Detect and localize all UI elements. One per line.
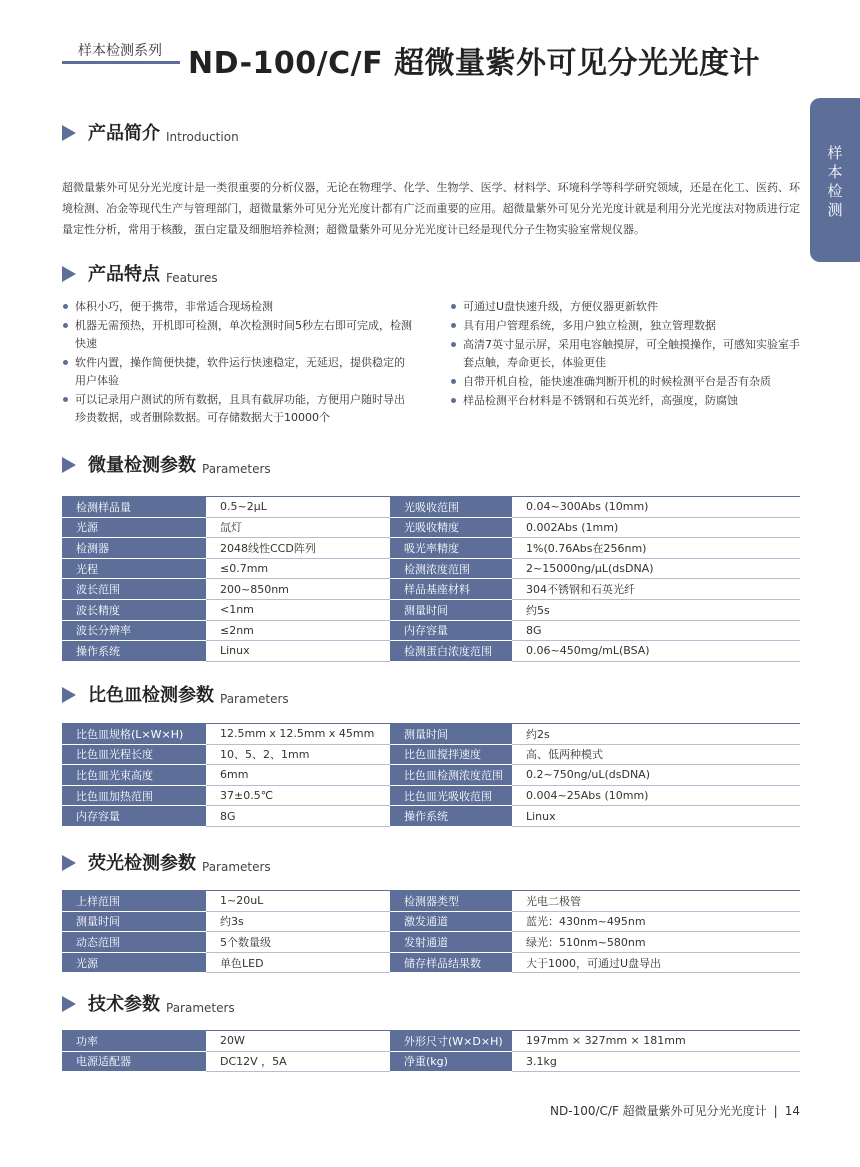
table-row <box>62 599 800 620</box>
param-name-cell: 内存容量 <box>62 806 206 827</box>
param-name-cell: 波长精度 <box>62 599 206 620</box>
series-underline <box>62 61 180 64</box>
param-value-cell: Linux <box>206 641 390 662</box>
param-name-cell: 电源适配器 <box>62 1051 206 1072</box>
section-subtitle: Parameters <box>202 860 271 874</box>
param-value-cell: ≤0.7mm <box>206 558 390 579</box>
param-name-cell: 操作系统 <box>390 806 512 827</box>
param-name-cell: 检测浓度范围 <box>390 558 512 579</box>
section-title: 荧光检测参数 <box>88 853 196 874</box>
page-number: 14 <box>784 1104 800 1118</box>
param-value-cell: 绿光：510nm~580nm <box>512 932 800 953</box>
side-tab-char: 本 <box>827 163 843 181</box>
param-name-cell: 光吸收范围 <box>390 497 512 518</box>
param-name-cell: 比色皿加热范围 <box>62 785 206 806</box>
param-value-cell: 0.004~25Abs (10mm) <box>512 785 800 806</box>
table-row <box>62 579 800 600</box>
triangle-bullet-icon <box>62 125 76 141</box>
feature-item: 样品检测平台材料是不锈钢和石英光纤，高强度，防腐蚀 <box>450 392 800 410</box>
param-value-cell: 200~850nm <box>206 579 390 600</box>
section-subtitle: Parameters <box>202 462 271 476</box>
table-row <box>62 932 800 953</box>
param-value-cell: 约2s <box>512 724 800 745</box>
param-name-cell: 检测器类型 <box>390 891 512 912</box>
param-name-cell: 比色皿搅拌速度 <box>390 744 512 765</box>
param-name-cell: 动态范围 <box>62 932 206 953</box>
feature-item: 高清7英寸显示屏，采用电容触摸屏，可全触摸操作，可感知实验室手套点触，寿命更长，体验更佳 <box>450 336 800 372</box>
table-row <box>62 517 800 538</box>
param-name-cell: 吸光率精度 <box>390 538 512 559</box>
param-value-cell: 37±0.5℃ <box>206 785 390 806</box>
series-label: 样本检测系列 <box>78 43 162 59</box>
param-value-cell: 1%(0.76Abs在256nm) <box>512 538 800 559</box>
param-name-cell: 光源 <box>62 517 206 538</box>
page-title: ND-100/C/F 超微量紫外可见分光光度计 <box>188 46 761 81</box>
features-list-right <box>450 298 800 411</box>
table-row <box>62 785 800 806</box>
triangle-bullet-icon <box>62 855 76 871</box>
param-name-cell: 内存容量 <box>390 620 512 641</box>
param-value-cell: 0.04~300Abs (10mm) <box>512 497 800 518</box>
param-name-cell: 波长分辨率 <box>62 620 206 641</box>
param-value-cell: 12.5mm x 12.5mm x 45mm <box>206 724 390 745</box>
param-name-cell: 测量时间 <box>390 599 512 620</box>
footer-separator: | <box>773 1104 778 1118</box>
triangle-bullet-icon <box>62 457 76 473</box>
param-value-cell: 0.06~450mg/mL(BSA) <box>512 641 800 662</box>
features-list-left <box>62 298 412 428</box>
param-value-cell: 20W <box>206 1031 390 1052</box>
triangle-bullet-icon <box>62 687 76 703</box>
param-name-cell: 比色皿光吸收范围 <box>390 785 512 806</box>
param-name-cell: 检测蛋白浓度范围 <box>390 641 512 662</box>
param-name-cell: 操作系统 <box>62 641 206 662</box>
param-value-cell: 大于1000，可通过U盘导出 <box>512 952 800 973</box>
param-value-cell: 约3s <box>206 911 390 932</box>
param-name-cell: 光源 <box>62 952 206 973</box>
param-value-cell: 304不锈钢和石英光纤 <box>512 579 800 600</box>
section-heading-features <box>62 259 218 287</box>
param-value-cell: 蓝光：430nm~495nm <box>512 911 800 932</box>
param-name-cell: 净重(kg) <box>390 1051 512 1072</box>
param-name-cell: 外形尺寸(W×D×H) <box>390 1031 512 1052</box>
section-heading-intro <box>62 118 239 146</box>
param-name-cell: 光吸收精度 <box>390 517 512 538</box>
param-value-cell: 0.002Abs (1mm) <box>512 517 800 538</box>
section-heading-micro <box>62 450 271 478</box>
table-row <box>62 641 800 662</box>
section-subtitle: Features <box>166 271 218 285</box>
feature-item: 自带开机自检，能快速准确判断开机的时候检测平台是否有杂质 <box>450 373 800 391</box>
param-value-cell: 8G <box>512 620 800 641</box>
section-title: 微量检测参数 <box>88 455 196 476</box>
feature-item: 软件内置，操作简便快捷，软件运行快速稳定，无延迟，提供稳定的用户体验 <box>62 354 412 390</box>
param-name-cell: 测量时间 <box>62 911 206 932</box>
micro-params-table <box>62 496 800 662</box>
intro-paragraph: 超微量紫外可见分光光度计是一类很重要的分析仪器，无论在物理学、化学、生物学、医学、材料学、环境科学等科学研究领域，还是在化工、医药、环境检测、冶金等现代生产与管理部门，超微量紫外可见分光光度计都有广泛而重要的应用。超微量紫外可见分光光度计就是利用分光光度法对物质进行定量定性分析，常用于核酸，蛋白定量及细胞培养检测；超微量紫外可见分光光度计已经是现代分子生物实验室常规仪器。 <box>62 181 800 236</box>
footer <box>550 1102 800 1119</box>
param-value-cell: 0.2~750ng/uL(dsDNA) <box>512 765 800 786</box>
param-name-cell: 比色皿检测浓度范围 <box>390 765 512 786</box>
param-value-cell: 1~20uL <box>206 891 390 912</box>
param-value-cell: 约5s <box>512 599 800 620</box>
section-subtitle: Parameters <box>220 692 289 706</box>
param-name-cell: 上样范围 <box>62 891 206 912</box>
table-row <box>62 952 800 973</box>
section-title: 产品特点 <box>88 264 160 285</box>
param-name-cell: 比色皿光束高度 <box>62 765 206 786</box>
section-subtitle: Introduction <box>166 130 239 144</box>
param-value-cell: 197mm × 327mm × 181mm <box>512 1031 800 1052</box>
footer-title: ND-100/C/F 超微量紫外可见分光光度计 <box>550 1104 767 1118</box>
param-name-cell: 比色皿光程长度 <box>62 744 206 765</box>
param-name-cell: 检测样品量 <box>62 497 206 518</box>
section-subtitle: Parameters <box>166 1001 235 1015</box>
param-value-cell: DC12V ，5A <box>206 1051 390 1072</box>
table-row <box>62 806 800 827</box>
param-value-cell: 10、5、2、1mm <box>206 744 390 765</box>
param-value-cell: Linux <box>512 806 800 827</box>
table-row <box>62 724 800 745</box>
table-row <box>62 497 800 518</box>
table-row <box>62 558 800 579</box>
param-value-cell: 2~15000ng/μL(dsDNA) <box>512 558 800 579</box>
param-value-cell: 8G <box>206 806 390 827</box>
section-title: 技术参数 <box>88 994 160 1015</box>
technical-params-table <box>62 1030 800 1072</box>
triangle-bullet-icon <box>62 266 76 282</box>
param-value-cell: 2048线性CCD阵列 <box>206 538 390 559</box>
param-value-cell: 高、低两种模式 <box>512 744 800 765</box>
cuvette-params-table <box>62 723 800 827</box>
param-value-cell: 6mm <box>206 765 390 786</box>
table-row <box>62 891 800 912</box>
param-value-cell: 光电二极管 <box>512 891 800 912</box>
param-name-cell: 比色皿规格(L×W×H) <box>62 724 206 745</box>
param-name-cell: 激发通道 <box>390 911 512 932</box>
triangle-bullet-icon <box>62 996 76 1012</box>
section-heading-technical <box>62 989 235 1017</box>
table-row <box>62 1031 800 1052</box>
param-name-cell: 功率 <box>62 1031 206 1052</box>
section-heading-fluorescence <box>62 848 271 876</box>
param-name-cell: 光程 <box>62 558 206 579</box>
section-heading-cuvette <box>62 680 289 708</box>
fluorescence-params-table <box>62 890 800 973</box>
param-name-cell: 检测器 <box>62 538 206 559</box>
table-row <box>62 620 800 641</box>
table-row <box>62 765 800 786</box>
side-tab-char: 检 <box>827 182 843 200</box>
side-tab-char: 测 <box>827 201 843 219</box>
feature-item: 体积小巧，便于携带，非常适合现场检测 <box>62 298 412 316</box>
param-name-cell: 波长范围 <box>62 579 206 600</box>
side-tab <box>810 98 860 262</box>
param-name-cell: 发射通道 <box>390 932 512 953</box>
section-title: 比色皿检测参数 <box>88 685 214 706</box>
param-value-cell: 3.1kg <box>512 1051 800 1072</box>
feature-item: 机器无需预热，开机即可检测，单次检测时间5秒左右即可完成，检测快速 <box>62 317 412 353</box>
feature-item: 可通过U盘快速升级，方便仪器更新软件 <box>450 298 800 316</box>
table-row <box>62 911 800 932</box>
table-row <box>62 538 800 559</box>
param-name-cell: 测量时间 <box>390 724 512 745</box>
param-value-cell: 氙灯 <box>206 517 390 538</box>
feature-item: 具有用户管理系统，多用户独立检测，独立管理数据 <box>450 317 800 335</box>
param-value-cell: 5个数量级 <box>206 932 390 953</box>
table-row <box>62 744 800 765</box>
param-value-cell: ≤2nm <box>206 620 390 641</box>
table-row <box>62 1051 800 1072</box>
feature-item: 可以记录用户测试的所有数据，且具有截屏功能，方便用户随时导出珍贵数据，或者删除数据。可存储数据大于10000个 <box>62 391 412 427</box>
param-value-cell: <1nm <box>206 599 390 620</box>
side-tab-label <box>810 144 860 220</box>
param-name-cell: 储存样品结果数 <box>390 952 512 973</box>
param-value-cell: 0.5~2μL <box>206 497 390 518</box>
param-value-cell: 单色LED <box>206 952 390 973</box>
side-tab-char: 样 <box>827 144 843 162</box>
param-name-cell: 样品基座材料 <box>390 579 512 600</box>
section-title: 产品简介 <box>88 123 160 144</box>
